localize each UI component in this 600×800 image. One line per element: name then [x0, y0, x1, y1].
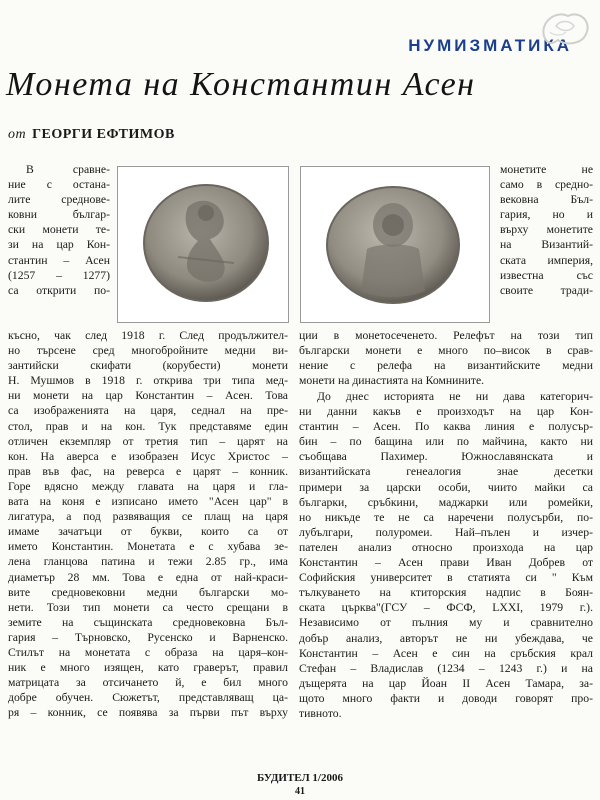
text-line: диаметър 28 мм. Това е една от най-краси-	[8, 570, 288, 584]
text-line: името Константин. Монетата е с хубава зе-	[8, 540, 288, 554]
text-line: българки, сръбкини, маджарки или ромейки,	[299, 495, 593, 509]
text-line: лубългари, полуромеи. Най–пълен и изчер-	[299, 525, 593, 539]
text-line: отличен екземпляр от третия тип – царят на	[8, 434, 288, 448]
text-line: Константин – Асен е син на сръбския крал	[299, 646, 593, 660]
text-line: Независимо от пълния му и сравнително	[299, 616, 593, 630]
text-line: монети на династията на Комнините.	[299, 374, 485, 388]
text-line: гария – Търновско, Русенско и Варненско.	[8, 630, 288, 644]
text-line: български монети е много по–висок в срав-	[299, 344, 593, 358]
footer-magazine: БУДИТЕЛ 1/2006	[256, 772, 343, 784]
text-line: (1257 – 1277)	[8, 268, 110, 282]
text-line: само в средно-	[500, 178, 593, 192]
text-line: добре обучен. Сюжетът, представляващ ца-	[8, 691, 288, 705]
text-line: ковни българ-	[8, 208, 110, 222]
coin-obverse-photo	[117, 166, 289, 323]
text-line: земите на същинската средновековна Бъл-	[8, 615, 288, 629]
text-line: стол, прав и на кон. Тук представяме един	[8, 419, 288, 433]
text-line: нение с релефа на византийските медни	[299, 359, 593, 373]
text-line: монетите не	[500, 163, 593, 176]
text-line: Софийския университет в статията си " Към	[299, 571, 593, 585]
text-line: ската църква"(ГСУ – ФСФ, LXXI, 1979 г.).	[299, 601, 593, 615]
column1-main-text	[8, 328, 288, 720]
text-line: ник е много изящен, като граверът, правил	[8, 661, 288, 675]
text-line: нети. Този тип монети са често срещани в	[8, 600, 288, 614]
text-line: своите тради-	[500, 283, 593, 297]
column2-top-text	[500, 162, 593, 298]
section-heading: НУМИЗМАТИКА	[408, 36, 572, 55]
text-line: Стефан – Владислав (1234 – 1243 г.) и на	[299, 661, 593, 675]
text-line: зи на цар Кон-	[8, 238, 110, 252]
text-line: ря – конник, се появява за първи път върху	[8, 706, 288, 720]
text-line: зантийски скифати (корубести) монети	[8, 359, 288, 373]
text-line: стантин – Асен	[8, 253, 110, 267]
text-line: ски монети те-	[8, 223, 110, 237]
column1-top-text	[8, 162, 110, 298]
text-line: бин – по бащина или по майчина, както ни	[299, 435, 593, 449]
text-line: но никъде те не са наречени полусърби, по-	[299, 510, 593, 524]
text-line: прав във фас, на реверса е царят – конник.	[8, 464, 288, 478]
column2-paragraph2-text	[299, 389, 593, 721]
text-line: византийската генеалогия знае десетки	[299, 465, 593, 479]
byline-author: ГЕОРГИ ЕФТИМОВ	[32, 127, 175, 142]
text-line: на Византий-	[500, 238, 593, 252]
coin-reverse-photo	[300, 166, 490, 323]
text-line: щото много факти и доводи говорят про-	[299, 691, 593, 705]
text-line: лена гланцова патина и тежи 2.85 гр., има	[8, 555, 288, 569]
footer-page-number: 41	[295, 786, 305, 797]
article-byline	[8, 127, 175, 143]
text-line: вата на коня е изписано името "Асен цар" в	[8, 495, 288, 509]
text-line: ции в монетосеченето. Релефът на този тип	[299, 329, 593, 342]
text-line: са изображенията на царя, седнал на пре-	[8, 404, 288, 418]
text-line: ни монети на цар Константин – Асен. Това	[8, 389, 288, 403]
text-line: кон. На аверса е изобразен Исус Христос –	[8, 449, 288, 463]
text-line: известна със	[500, 268, 593, 282]
text-line: ние с остана-	[8, 178, 110, 192]
text-line: върху монетите	[500, 223, 593, 237]
text-line: дъщерята на цар Йоан II Асен Тамара, за-	[299, 676, 593, 690]
text-line: Н. Мушмов в 1918 г. открива три типа мед-	[8, 374, 288, 388]
text-line: съобщава Пахимер. Южнославянската и	[299, 450, 593, 464]
text-line: добър анализ, авторът не ни убеждава, че	[299, 631, 593, 645]
text-line: Горе вдясно между главата на царя и гла-	[8, 479, 288, 493]
column2-paragraph1-text	[299, 328, 593, 388]
text-line: ни данни какъв е произходът на цар Кон-	[299, 405, 593, 419]
text-line: късно, чак след 1918 г. След продължител-	[8, 329, 288, 342]
byline-prefix: от	[8, 127, 27, 142]
text-line: тълкуването на ктиторския надпис в Боян-	[299, 586, 593, 600]
text-line: ската империя,	[500, 253, 593, 267]
text-line: имаме зачатъци от букви, които са от	[8, 525, 288, 539]
text-line: вите средновековни медни български мо-	[8, 585, 288, 599]
text-line: лите средновe-	[8, 193, 110, 207]
text-line: гария, но и	[500, 208, 593, 222]
text-line: До днес историята не ни дава категорич-	[317, 390, 593, 403]
text-line: В сравне-	[26, 163, 110, 176]
text-line: но търсене сред многобройните медни ви-	[8, 344, 288, 358]
text-line: Стилът на монетата с образа на царя–кон-	[8, 645, 288, 659]
text-line: пателен анализ относно произхода на цар	[299, 540, 593, 554]
text-line: вековна Бъл-	[500, 193, 593, 207]
text-line: са открити по-	[8, 283, 110, 297]
article-title: Монета на Константин Асен	[6, 66, 476, 103]
text-line: матрицата за отсичането й, е бил много	[8, 676, 288, 690]
text-line: стантин – Асен. По каква линия е полусър-	[299, 420, 593, 434]
text-line: Константин – Асен прави Иван Добрев от	[299, 556, 593, 570]
text-line: тивното.	[299, 706, 342, 720]
text-line: примери за царски особи, чиито майки са	[299, 480, 593, 494]
magazine-logo-icon	[536, 6, 594, 48]
text-line: лигатура, а под развяващия се плащ на царя	[8, 510, 288, 524]
